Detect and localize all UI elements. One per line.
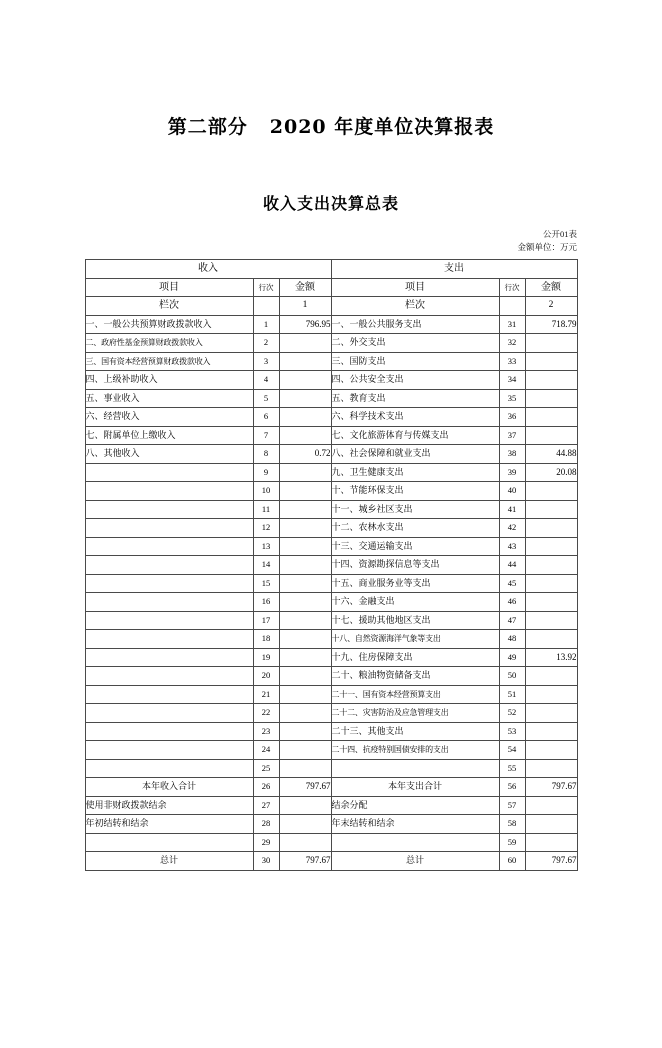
expenditure-rowno-cell: 46: [499, 593, 525, 612]
expenditure-item-cell: 十八、自然资源海洋气象等支出: [331, 630, 499, 649]
expenditure-rowno-cell: 32: [499, 334, 525, 353]
expenditure-item-cell: 二十、粮油物资储备支出: [331, 667, 499, 686]
income-rowno-cell: 20: [253, 667, 279, 686]
table-row: [85, 371, 577, 390]
table-row: [85, 833, 577, 852]
expenditure-amount-cell: 797.67: [525, 778, 577, 797]
income-rowno-cell: 14: [253, 556, 279, 575]
expenditure-rowno-header: 行次: [499, 278, 525, 297]
expenditure-item-cell: 五、教育支出: [331, 389, 499, 408]
income-amount-cell: [279, 685, 331, 704]
expenditure-amount-cell: [525, 611, 577, 630]
income-amount-cell: [279, 741, 331, 760]
expenditure-amount-cell: [525, 334, 577, 353]
income-amount-cell: [279, 556, 331, 575]
income-rowno-cell: 7: [253, 426, 279, 445]
expenditure-item-cell: [331, 833, 499, 852]
income-amount-cell: [279, 833, 331, 852]
expenditure-item-cell: 结余分配: [331, 796, 499, 815]
income-item-header: 项目: [85, 278, 253, 297]
expenditure-item-cell: 六、科学技术支出: [331, 408, 499, 427]
table-row: [85, 741, 577, 760]
expenditure-rowno-cell: 53: [499, 722, 525, 741]
income-item-cell: 本年收入合计: [85, 778, 253, 797]
section-title-main: 2020 年度单位决算报表: [269, 116, 495, 138]
table-row: [85, 759, 577, 778]
income-amount-cell: [279, 463, 331, 482]
income-rowno-cell: 25: [253, 759, 279, 778]
expenditure-item-cell: 十四、资源勘探信息等支出: [331, 556, 499, 575]
expenditure-item-cell: 二十一、国有资本经营预算支出: [331, 685, 499, 704]
income-amount-cell: [279, 630, 331, 649]
expenditure-rowno-cell: 43: [499, 537, 525, 556]
income-item-cell: [85, 482, 253, 501]
income-item-cell: [85, 593, 253, 612]
table-row: [85, 352, 577, 371]
table-row: [85, 685, 577, 704]
expenditure-item-cell: 二十三、其他支出: [331, 722, 499, 741]
expenditure-item-cell: 十九、住房保障支出: [331, 648, 499, 667]
expenditure-amount-cell: 20.08: [525, 463, 577, 482]
expenditure-rowno-cell: 48: [499, 630, 525, 649]
expenditure-amount-cell: [525, 593, 577, 612]
income-rowno-cell: 24: [253, 741, 279, 760]
income-item-cell: 八、其他收入: [85, 445, 253, 464]
expenditure-amount-cell: [525, 685, 577, 704]
expenditure-amount-cell: [525, 389, 577, 408]
income-amount-cell: [279, 815, 331, 834]
table-row: [85, 556, 577, 575]
expenditure-amount-cell: [525, 833, 577, 852]
income-item-cell: 五、事业收入: [85, 389, 253, 408]
expenditure-item-cell: 十一、城乡社区支出: [331, 500, 499, 519]
income-item-cell: [85, 500, 253, 519]
expenditure-rowno-cell: 33: [499, 352, 525, 371]
table-row: [85, 722, 577, 741]
income-amount-cell: [279, 371, 331, 390]
page-title: [0, 112, 662, 139]
income-amount-cell: [279, 611, 331, 630]
expenditure-rowno-cell: 38: [499, 445, 525, 464]
expenditure-amount-cell: [525, 815, 577, 834]
income-item-cell: [85, 722, 253, 741]
income-rowno-header: 行次: [253, 278, 279, 297]
income-rowno-cell: 21: [253, 685, 279, 704]
income-item-cell: [85, 685, 253, 704]
expenditure-amount-cell: [525, 704, 577, 723]
expenditure-amount-cell: [525, 537, 577, 556]
column-header-row: [85, 278, 577, 297]
income-item-cell: 使用非财政拨款结余: [85, 796, 253, 815]
income-amount-cell: 0.72: [279, 445, 331, 464]
income-amount-header: 金额: [279, 278, 331, 297]
income-rowno-cell: 4: [253, 371, 279, 390]
income-item-cell: 总计: [85, 852, 253, 871]
expenditure-rowno-cell: 31: [499, 315, 525, 334]
table-title: 收入支出决算总表: [262, 194, 399, 213]
document-page: [0, 112, 662, 1048]
expenditure-item-cell: 十五、商业服务业等支出: [331, 574, 499, 593]
income-amount-cell: [279, 574, 331, 593]
form-code: 公开01表: [542, 229, 577, 239]
expenditure-rowno-cell: 58: [499, 815, 525, 834]
expenditure-item-cell: 一、一般公共服务支出: [331, 315, 499, 334]
table-row: [85, 389, 577, 408]
expenditure-amount-cell: 797.67: [525, 852, 577, 871]
expenditure-rowno-cell: 55: [499, 759, 525, 778]
expenditure-item-header: 项目: [331, 278, 499, 297]
income-rowno-cell: 13: [253, 537, 279, 556]
expenditure-item-cell: 本年支出合计: [331, 778, 499, 797]
table-head: [85, 260, 577, 316]
expenditure-rowno-cell: 44: [499, 556, 525, 575]
expenditure-rowno-cell: 47: [499, 611, 525, 630]
expenditure-lanci-number: 2: [525, 297, 577, 316]
income-amount-cell: [279, 426, 331, 445]
income-rowno-cell: 28: [253, 815, 279, 834]
income-item-cell: 三、国有资本经营预算财政拨款收入: [85, 352, 253, 371]
section-title-prefix: 第二部分: [167, 116, 248, 138]
expenditure-rowno-cell: 50: [499, 667, 525, 686]
income-lanci-label: 栏次: [85, 297, 253, 316]
income-item-cell: [85, 833, 253, 852]
expenditure-item-cell: 二十四、抗疫特别国债安排的支出: [331, 741, 499, 760]
income-item-cell: [85, 741, 253, 760]
expenditure-amount-cell: [525, 741, 577, 760]
expenditure-amount-cell: [525, 796, 577, 815]
income-item-cell: [85, 648, 253, 667]
budget-final-accounts-table: [85, 259, 578, 871]
expenditure-amount-cell: [525, 371, 577, 390]
income-amount-cell: [279, 796, 331, 815]
expenditure-item-cell: 四、公共安全支出: [331, 371, 499, 390]
table-row: [85, 426, 577, 445]
income-amount-cell: [279, 667, 331, 686]
expenditure-rowno-cell: 52: [499, 704, 525, 723]
group-header-row: [85, 260, 577, 279]
table-row: [85, 482, 577, 501]
income-rowno-cell: 16: [253, 593, 279, 612]
expenditure-amount-cell: [525, 556, 577, 575]
expenditure-amount-cell: [525, 482, 577, 501]
income-rowno-cell: 6: [253, 408, 279, 427]
income-lanci-number: 1: [279, 297, 331, 316]
income-rowno-cell: 29: [253, 833, 279, 852]
table-row: [85, 463, 577, 482]
table-body: [85, 315, 577, 870]
table-row: [85, 593, 577, 612]
expenditure-rowno-cell: 39: [499, 463, 525, 482]
expenditure-rowno-cell: 34: [499, 371, 525, 390]
income-rowno-cell: 1: [253, 315, 279, 334]
expenditure-amount-cell: [525, 630, 577, 649]
income-amount-cell: 797.67: [279, 852, 331, 871]
expenditure-amount-cell: [525, 408, 577, 427]
table-row: [85, 630, 577, 649]
income-item-cell: [85, 556, 253, 575]
income-rowno-cell: 30: [253, 852, 279, 871]
income-amount-cell: [279, 519, 331, 538]
expenditure-item-cell: 十七、援助其他地区支出: [331, 611, 499, 630]
income-item-cell: 一、一般公共预算财政拨款收入: [85, 315, 253, 334]
income-rowno-cell: 3: [253, 352, 279, 371]
expenditure-amount-cell: [525, 426, 577, 445]
income-rowno-cell: 27: [253, 796, 279, 815]
expenditure-rowno-cell: 49: [499, 648, 525, 667]
expenditure-item-cell: 总计: [331, 852, 499, 871]
income-rowno-cell: 15: [253, 574, 279, 593]
table-row: [85, 315, 577, 334]
expenditure-item-cell: 十、节能环保支出: [331, 482, 499, 501]
income-amount-cell: [279, 704, 331, 723]
income-rowno-cell: 26: [253, 778, 279, 797]
expenditure-amount-cell: 718.79: [525, 315, 577, 334]
expenditure-item-cell: 十二、农林水支出: [331, 519, 499, 538]
table-row: [85, 500, 577, 519]
income-amount-cell: 797.67: [279, 778, 331, 797]
expenditure-rowno-cell: 37: [499, 426, 525, 445]
expenditure-amount-header: 金额: [525, 278, 577, 297]
expenditure-rowno-cell: 41: [499, 500, 525, 519]
expenditure-rowno-cell: 45: [499, 574, 525, 593]
income-amount-cell: [279, 648, 331, 667]
income-amount-cell: [279, 408, 331, 427]
income-lanci-blank: [253, 297, 279, 316]
table-row: [85, 815, 577, 834]
income-amount-cell: 796.95: [279, 315, 331, 334]
expenditure-group-header: 支出: [331, 260, 577, 279]
expenditure-rowno-cell: 57: [499, 796, 525, 815]
table-row: [85, 574, 577, 593]
income-amount-cell: [279, 334, 331, 353]
expenditure-rowno-cell: 60: [499, 852, 525, 871]
lanci-row: [85, 297, 577, 316]
expenditure-lanci-blank: [499, 297, 525, 316]
expenditure-rowno-cell: 51: [499, 685, 525, 704]
expenditure-rowno-cell: 56: [499, 778, 525, 797]
expenditure-item-cell: 九、卫生健康支出: [331, 463, 499, 482]
table-row: [85, 445, 577, 464]
income-rowno-cell: 18: [253, 630, 279, 649]
expenditure-amount-cell: 13.92: [525, 648, 577, 667]
income-item-cell: [85, 519, 253, 538]
expenditure-rowno-cell: 54: [499, 741, 525, 760]
income-rowno-cell: 11: [253, 500, 279, 519]
expenditure-amount-cell: [525, 519, 577, 538]
expenditure-lanci-label: 栏次: [331, 297, 499, 316]
income-amount-cell: [279, 389, 331, 408]
table-row: [85, 704, 577, 723]
income-item-cell: [85, 704, 253, 723]
table-row: [85, 537, 577, 556]
expenditure-rowno-cell: 59: [499, 833, 525, 852]
table-row: [85, 667, 577, 686]
income-rowno-cell: 9: [253, 463, 279, 482]
income-item-cell: [85, 630, 253, 649]
expenditure-item-cell: 七、文化旅游体育与传媒支出: [331, 426, 499, 445]
income-item-cell: 六、经营收入: [85, 408, 253, 427]
table-row: [85, 519, 577, 538]
income-item-cell: 年初结转和结余: [85, 815, 253, 834]
income-rowno-cell: 12: [253, 519, 279, 538]
income-item-cell: [85, 667, 253, 686]
income-amount-cell: [279, 722, 331, 741]
income-amount-cell: [279, 352, 331, 371]
expenditure-amount-cell: [525, 352, 577, 371]
income-rowno-cell: 23: [253, 722, 279, 741]
income-item-cell: 七、附属单位上缴收入: [85, 426, 253, 445]
income-amount-cell: [279, 482, 331, 501]
income-item-cell: 四、上级补助收入: [85, 371, 253, 390]
expenditure-rowno-cell: 36: [499, 408, 525, 427]
expenditure-item-cell: 年末结转和结余: [331, 815, 499, 834]
income-rowno-cell: 22: [253, 704, 279, 723]
expenditure-rowno-cell: 35: [499, 389, 525, 408]
amount-unit-note: 金额单位：万元: [517, 242, 577, 253]
table-row: [85, 852, 577, 871]
income-amount-cell: [279, 759, 331, 778]
income-item-cell: [85, 611, 253, 630]
expenditure-rowno-cell: 40: [499, 482, 525, 501]
expenditure-amount-cell: [525, 667, 577, 686]
expenditure-item-cell: 三、国防支出: [331, 352, 499, 371]
expenditure-item-cell: 十六、金融支出: [331, 593, 499, 612]
expenditure-amount-cell: [525, 574, 577, 593]
income-item-cell: [85, 537, 253, 556]
table-row: [85, 796, 577, 815]
income-amount-cell: [279, 537, 331, 556]
table-row: [85, 334, 577, 353]
table-row: [85, 778, 577, 797]
income-rowno-cell: 8: [253, 445, 279, 464]
table-row: [85, 611, 577, 630]
expenditure-amount-cell: [525, 759, 577, 778]
income-item-cell: [85, 759, 253, 778]
income-item-cell: [85, 463, 253, 482]
income-rowno-cell: 10: [253, 482, 279, 501]
expenditure-amount-cell: [525, 722, 577, 741]
income-rowno-cell: 2: [253, 334, 279, 353]
expenditure-item-cell: 八、社会保障和就业支出: [331, 445, 499, 464]
table-meta: [85, 228, 577, 254]
expenditure-item-cell: [331, 759, 499, 778]
income-amount-cell: [279, 500, 331, 519]
income-amount-cell: [279, 593, 331, 612]
expenditure-rowno-cell: 42: [499, 519, 525, 538]
table-row: [85, 408, 577, 427]
income-rowno-cell: 17: [253, 611, 279, 630]
income-group-header: 收入: [85, 260, 331, 279]
income-item-cell: 二、政府性基金预算财政拨款收入: [85, 334, 253, 353]
expenditure-amount-cell: 44.88: [525, 445, 577, 464]
income-rowno-cell: 19: [253, 648, 279, 667]
expenditure-item-cell: 二十二、灾害防治及应急管理支出: [331, 704, 499, 723]
income-rowno-cell: 5: [253, 389, 279, 408]
expenditure-amount-cell: [525, 500, 577, 519]
income-item-cell: [85, 574, 253, 593]
expenditure-item-cell: 二、外交支出: [331, 334, 499, 353]
expenditure-item-cell: 十三、交通运输支出: [331, 537, 499, 556]
table-row: [85, 648, 577, 667]
